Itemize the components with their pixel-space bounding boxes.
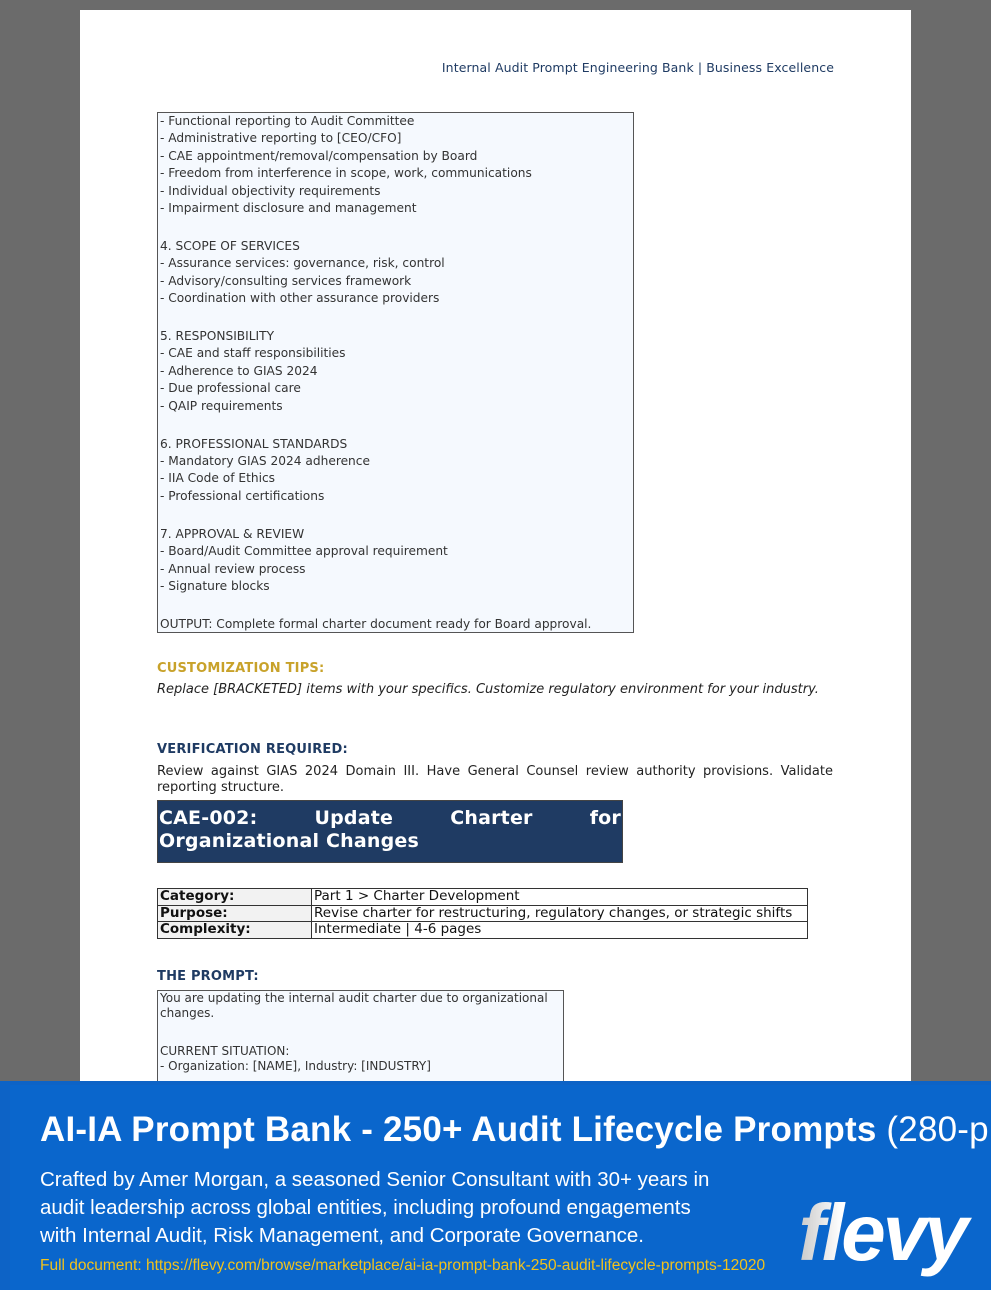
prompt-line: - Functional reporting to Audit Committee: [160, 114, 415, 128]
meta-key: Category:: [158, 889, 312, 906]
meta-value: Revise charter for restructuring, regulatory changes, or strategic shifts: [312, 905, 808, 922]
verification-required-text: Review against GIAS 2024 Domain III. Have General Counsel review authority provisions. Validate reporting structure.: [157, 764, 833, 795]
prompt-line: - QAIP requirements: [160, 398, 283, 413]
meta-row: [158, 922, 808, 939]
full-document-link[interactable]: Full document: https://flevy.com/browse/marketplace/ai-ia-prompt-bank-250-audit-lifecycle-prompts-12020: [40, 1257, 766, 1274]
prompt-line: - Mandatory GIAS 2024 adherence: [160, 454, 370, 468]
block-gap: [160, 415, 631, 436]
prompt-box-charter-sections: [157, 112, 634, 633]
prompt-line: - Coordination with other assurance providers: [160, 291, 440, 306]
block-gap: [160, 595, 631, 616]
block-gap: [160, 308, 631, 329]
prompt-line: - Board/Audit Committee approval requirement: [160, 544, 448, 559]
prompt-line: - Freedom from interference in scope, work, communications: [160, 166, 532, 181]
prompt-line: - Adherence to GIAS 2024: [160, 363, 318, 378]
prompt-line: - Advisory/consulting services framework: [160, 273, 412, 288]
prompt-line: - Organization: [NAME], Industry: [INDUSTRY]: [160, 1059, 431, 1073]
meta-row: [158, 905, 808, 922]
prompt-line: CURRENT SITUATION:: [160, 1044, 290, 1058]
meta-value: Intermediate | 4-6 pages: [312, 922, 808, 939]
footer-title-suffix: (280-p: [876, 1110, 989, 1149]
page-header: Internal Audit Prompt Engineering Bank | Business Excellence: [441, 60, 834, 75]
verification-required-title: VERIFICATION REQUIRED:: [157, 742, 348, 757]
prompt-line: - Administrative reporting to [CEO/CFO]: [160, 131, 402, 146]
prompt-line: 5. RESPONSIBILITY: [160, 329, 275, 344]
meta-row: [158, 889, 808, 906]
prompt-line: - Signature blocks: [160, 578, 270, 593]
prompt-line: - Assurance services: governance, risk, control: [160, 256, 445, 271]
prompt-line: - IIA Code of Ethics: [160, 471, 276, 486]
meta-key: Purpose:: [158, 905, 312, 922]
prompt-line: - Annual review process: [160, 561, 306, 576]
prompt-line: - Impairment disclosure and management: [160, 201, 417, 216]
meta-value: Part 1 > Charter Development: [312, 889, 808, 906]
svg-text:flevy: flevy: [798, 1188, 966, 1277]
flevy-logo: [782, 1178, 982, 1278]
prompt-line: 6. PROFESSIONAL STANDARDS: [160, 436, 348, 451]
block-gap: [160, 217, 631, 238]
the-prompt-title: THE PROMPT:: [157, 969, 259, 984]
footer-title: [40, 1110, 989, 1150]
prompt-line: OUTPUT: Complete formal charter document ready for Board approval.: [160, 616, 592, 631]
block-gap: [160, 505, 631, 526]
meta-key: Complexity:: [158, 922, 312, 939]
prompt-line: - Professional certifications: [160, 488, 325, 503]
footer-description: Crafted by Amer Morgan, a seasoned Senior Consultant with 30+ years in audit leadership across global entities, including profound engagements with Internal Audit, Risk Management, and Corporate Governance.: [40, 1168, 710, 1247]
prompt-line: 7. APPROVAL & REVIEW: [160, 526, 305, 541]
prompt-line: - CAE and staff responsibilities: [160, 346, 346, 361]
document-page: [80, 10, 911, 1110]
prompt-line: - Individual objectivity requirements: [160, 183, 381, 198]
prompt-meta-table: [157, 888, 808, 939]
block-gap: [160, 1021, 561, 1044]
cae-002-banner: CAE-002: Update Charter for Organizational Changes: [157, 800, 623, 863]
customization-tips-text: Replace [BRACKETED] items with your specifics. Customize regulatory environment for your industry.: [157, 682, 819, 697]
prompt-line: changes.: [160, 1006, 215, 1020]
customization-tips-title: CUSTOMIZATION TIPS:: [157, 661, 325, 676]
prompt-line: You are updating the internal audit charter due to organizational: [160, 991, 548, 1005]
footer-title-main: AI-IA Prompt Bank - 250+ Audit Lifecycle Prompts: [40, 1110, 877, 1149]
prompt-line: - Due professional care: [160, 381, 301, 396]
prompt-line: 4. SCOPE OF SERVICES: [160, 238, 300, 253]
prompt-line: - CAE appointment/removal/compensation by Board: [160, 148, 478, 163]
